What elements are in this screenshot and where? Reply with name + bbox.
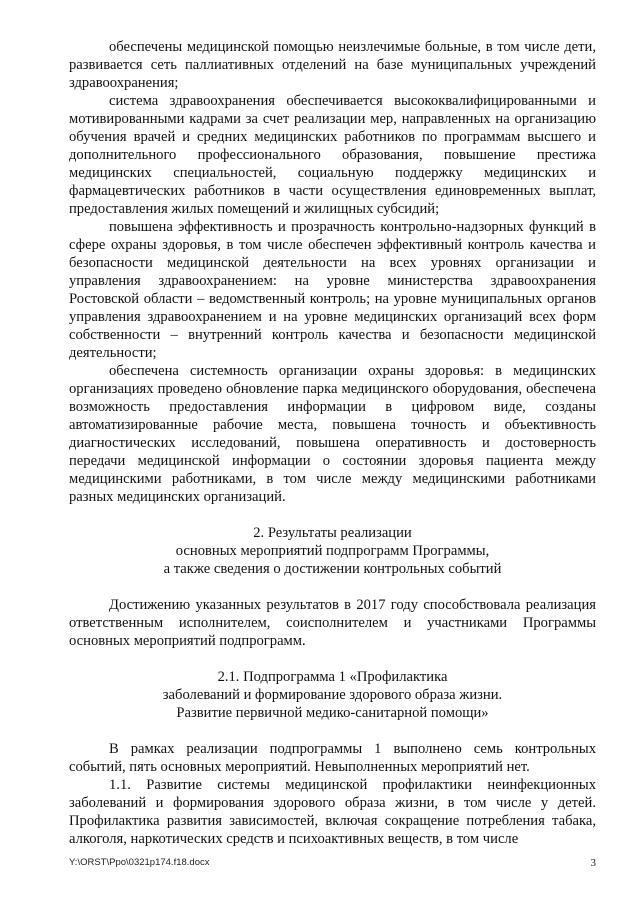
heading-2-1-line-1: 2.1. Подпрограмма 1 «Профилактика	[217, 669, 448, 685]
page-number: 3	[590, 857, 596, 869]
paragraph-palliative: обеспечены медицинской помощью неизлечимые больные, в том числе дети, развивается сеть паллиативных отделений на базе муниципальных учреждений здравоохранения;	[69, 39, 596, 91]
section-heading-2	[69, 524, 596, 578]
file-path: Y:\ORST\Ppo\0321p174.f18.docx	[69, 857, 210, 868]
paragraph-system: обеспечена системность организации охраны здоровья: в медицинских организациях проведено обновление парка медицинского оборудования, обеспечена возможность предоставления информации в цифровом виде, созданы автоматизированные рабочие места, повышена точность и объективность диагностических исследований, повышена оперативность и достоверность передачи медицинской информации о состоянии здоровья пациента между медицинскими работниками, в том числе между медицинскими работниками разных медицинских организаций.	[69, 363, 596, 505]
paragraph-staffing: система здравоохранения обеспечивается высококвалифицированными и мотивированными кадрами за счет реализации мер, направленных на организацию обучения врачей и средних медицинских работников по программам высшего и дополнительного профессионального образования, повышение престижа медицинских специальностей, социальную поддержку медицинских и фармацевтических работников в части осуществления единовременных выплат, предоставления жилых помещений и жилищных субсидий;	[69, 93, 596, 217]
paragraph-achievement: Достижению указанных результатов в 2017 году способствовала реализация ответственным исполнителем, соисполнителем и участниками Программы основных мероприятий подпрограмм.	[69, 597, 596, 649]
paragraph-control: повышена эффективность и прозрачность контрольно-надзорных функций в сфере охраны здоровья, в том числе обеспечен эффективный контроль качества и безопасности медицинской деятельности на всех уровнях организации и управления здравоохранением: на уровне министерства здравоохранения Ростовской области – ведомственный контроль; на уровне муниципальных органов управления здравоохранением и на уровне медицинских организаций всех форм собственности – внутренний контроль качества и безопасности медицинской деятельности;	[69, 219, 596, 361]
heading-2-1-line-3: Развитие первичной медико-санитарной помощи»	[176, 705, 489, 721]
heading-2-1-line-2: заболеваний и формирование здорового образа жизни.	[162, 687, 503, 703]
spacer	[69, 650, 596, 668]
heading-2-line-3: а также сведения о достижении контрольных событий	[163, 561, 502, 577]
heading-2-line-2: основных мероприятий подпрограмм Программы,	[175, 543, 490, 559]
section-heading-2-1	[69, 668, 596, 722]
spacer	[69, 578, 596, 596]
paragraph-item-1-1: 1.1. Развитие системы медицинской профилактики неинфекционных заболеваний и формирования здорового образа жизни, в том числе у детей. Профилактика развития зависимостей, включая сокращение потребления табака, алкоголя, наркотических средств и психоактивных веществ, в том числе	[69, 777, 596, 847]
spacer	[69, 722, 596, 740]
page-content	[69, 38, 596, 848]
spacer	[69, 506, 596, 524]
heading-2-line-1: 2. Результаты реализации	[253, 525, 412, 541]
paragraph-subprogram-events: В рамках реализации подпрограммы 1 выполнено семь контрольных событий, пять основных мероприятий. Невыполненных мероприятий нет.	[69, 741, 596, 775]
